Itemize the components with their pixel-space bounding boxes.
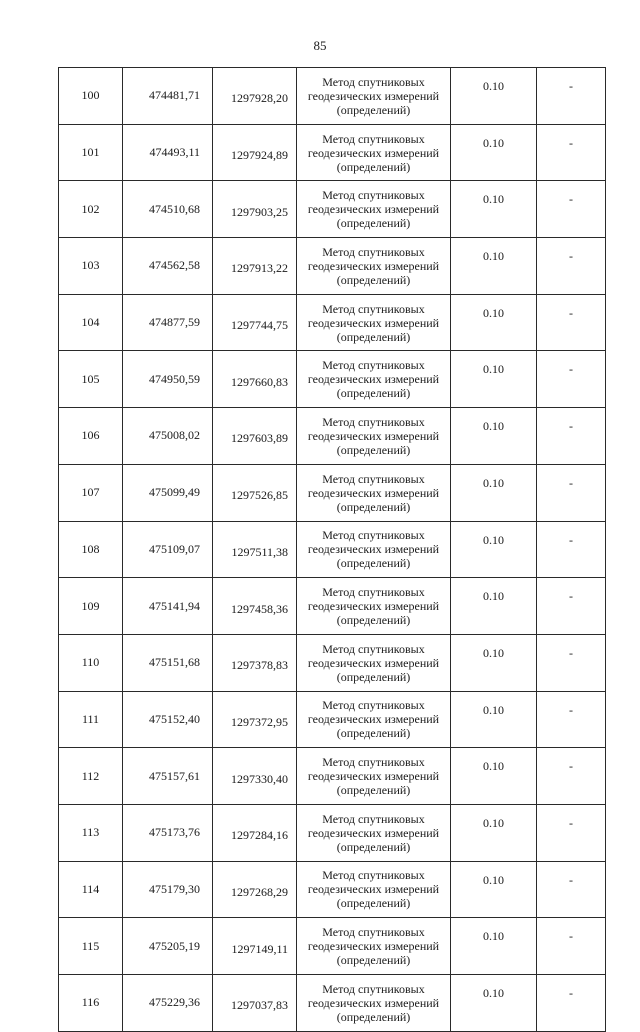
description-cell: - [537,521,606,578]
y-coordinate-cell: 1297928,20 [213,68,297,125]
method-line: Метод спутниковых [322,755,425,770]
method-cell [297,464,451,521]
x-coordinate-cell: 474510,68 [123,181,213,238]
method-line: Метод спутниковых [322,301,425,316]
accuracy-cell: 0.10 [451,238,537,295]
x-coordinate-cell: 474877,59 [123,294,213,351]
method-line: геодезических измерений [307,995,440,1010]
point-number-cell: 115 [59,918,123,975]
y-coordinate-cell: 1297149,11 [213,918,297,975]
coordinates-table [58,67,606,1032]
description-cell: - [537,124,606,181]
point-number-cell: 114 [59,861,123,918]
table-row [59,521,606,578]
method-line: Метод спутниковых [322,414,425,429]
method-line: геодезических измерений [307,939,440,954]
point-number-cell: 108 [59,521,123,578]
method-cell [297,975,451,1032]
y-coordinate-cell: 1297284,16 [213,804,297,861]
method-cell [297,578,451,635]
description-cell: - [537,691,606,748]
method-line: (определений) [336,556,411,571]
table-row [59,351,606,408]
method-line: (определений) [336,669,411,684]
x-coordinate-cell: 475179,30 [123,861,213,918]
table-row [59,124,606,181]
y-coordinate-cell: 1297526,85 [213,464,297,521]
table-row [59,918,606,975]
y-coordinate-cell: 1297744,75 [213,294,297,351]
description-cell: - [537,918,606,975]
method-cell [297,68,451,125]
description-cell: - [537,68,606,125]
method-line: (определений) [336,386,411,401]
table-row [59,748,606,805]
point-number-cell: 102 [59,181,123,238]
method-line: геодезических измерений [307,769,440,784]
accuracy-cell: 0.10 [451,351,537,408]
method-line: геодезических измерений [307,485,440,500]
description-cell: - [537,408,606,465]
description-cell: - [537,294,606,351]
accuracy-cell: 0.10 [451,521,537,578]
method-line: геодезических измерений [307,88,440,103]
table-row [59,975,606,1032]
description-cell: - [537,634,606,691]
method-line: Метод спутниковых [322,358,425,373]
method-cell [297,634,451,691]
table-row [59,68,606,125]
table-row [59,634,606,691]
x-coordinate-cell: 475151,68 [123,634,213,691]
method-line: (определений) [336,783,411,798]
x-coordinate-cell: 475099,49 [123,464,213,521]
page-number: 85 [313,38,327,53]
y-coordinate-cell: 1297372,95 [213,691,297,748]
method-line: геодезических измерений [307,825,440,840]
description-cell: - [537,181,606,238]
method-cell [297,351,451,408]
point-number-cell: 105 [59,351,123,408]
point-number-cell: 112 [59,748,123,805]
accuracy-cell: 0.10 [451,918,537,975]
method-line: Метод спутниковых [322,981,425,996]
method-cell [297,691,451,748]
method-line: геодезических измерений [307,712,440,727]
method-cell [297,521,451,578]
method-line: геодезических измерений [307,145,440,160]
y-coordinate-cell: 1297924,89 [213,124,297,181]
method-line: (определений) [336,442,411,457]
table-row [59,578,606,635]
accuracy-cell: 0.10 [451,691,537,748]
method-line: Метод спутниковых [322,244,425,259]
y-coordinate-cell: 1297378,83 [213,634,297,691]
method-cell [297,181,451,238]
description-cell: - [537,578,606,635]
method-line: Метод спутниковых [322,811,425,826]
method-line: (определений) [336,159,411,174]
method-line: геодезических измерений [307,882,440,897]
description-cell: - [537,464,606,521]
method-cell [297,294,451,351]
description-cell: - [537,748,606,805]
x-coordinate-cell: 474481,71 [123,68,213,125]
method-line: (определений) [336,839,411,854]
method-line: геодезических измерений [307,542,440,557]
y-coordinate-cell: 1297330,40 [213,748,297,805]
point-number-cell: 107 [59,464,123,521]
y-coordinate-cell: 1297603,89 [213,408,297,465]
coordinates-table-body [59,68,606,1032]
y-coordinate-cell: 1297511,38 [213,521,297,578]
x-coordinate-cell: 475205,19 [123,918,213,975]
accuracy-cell: 0.10 [451,634,537,691]
method-line: (определений) [336,896,411,911]
method-line: Метод спутниковых [322,585,425,600]
method-line: Метод спутниковых [322,471,425,486]
x-coordinate-cell: 475141,94 [123,578,213,635]
method-line: (определений) [336,102,411,117]
method-cell [297,861,451,918]
method-cell [297,238,451,295]
accuracy-cell: 0.10 [451,294,537,351]
table-row [59,804,606,861]
y-coordinate-cell: 1297903,25 [213,181,297,238]
method-line: (определений) [336,613,411,628]
description-cell: - [537,975,606,1032]
table-row [59,294,606,351]
method-line: Метод спутниковых [322,131,425,146]
method-line: (определений) [336,499,411,514]
method-line: геодезических измерений [307,372,440,387]
x-coordinate-cell: 474493,11 [123,124,213,181]
accuracy-cell: 0.10 [451,975,537,1032]
method-line: Метод спутниковых [322,188,425,203]
accuracy-cell: 0.10 [451,68,537,125]
method-line: Метод спутниковых [322,528,425,543]
table-row [59,181,606,238]
method-line: геодезических измерений [307,599,440,614]
point-number-cell: 111 [59,691,123,748]
method-line: Метод спутниковых [322,698,425,713]
accuracy-cell: 0.10 [451,861,537,918]
y-coordinate-cell: 1297913,22 [213,238,297,295]
method-line: (определений) [336,272,411,287]
table-row [59,691,606,748]
description-cell: - [537,861,606,918]
method-line: Метод спутниковых [322,74,425,89]
method-line: Метод спутниковых [322,925,425,940]
table-row [59,408,606,465]
method-cell [297,124,451,181]
accuracy-cell: 0.10 [451,408,537,465]
accuracy-cell: 0.10 [451,464,537,521]
y-coordinate-cell: 1297660,83 [213,351,297,408]
method-line: (определений) [336,329,411,344]
x-coordinate-cell: 474950,59 [123,351,213,408]
description-cell: - [537,804,606,861]
accuracy-cell: 0.10 [451,804,537,861]
accuracy-cell: 0.10 [451,181,537,238]
method-cell [297,918,451,975]
description-cell: - [537,351,606,408]
method-line: (определений) [336,216,411,231]
x-coordinate-cell: 475152,40 [123,691,213,748]
point-number-cell: 103 [59,238,123,295]
x-coordinate-cell: 475173,76 [123,804,213,861]
point-number-cell: 106 [59,408,123,465]
method-cell [297,408,451,465]
method-line: Метод спутниковых [322,868,425,883]
point-number-cell: 110 [59,634,123,691]
method-line: геодезических измерений [307,655,440,670]
x-coordinate-cell: 475008,02 [123,408,213,465]
table-row [59,861,606,918]
x-coordinate-cell: 475229,36 [123,975,213,1032]
method-line: (определений) [336,726,411,741]
method-line: геодезических измерений [307,202,440,217]
method-cell [297,804,451,861]
method-line: геодезических измерений [307,315,440,330]
point-number-cell: 100 [59,68,123,125]
accuracy-cell: 0.10 [451,124,537,181]
table-row [59,238,606,295]
y-coordinate-cell: 1297458,36 [213,578,297,635]
method-line: геодезических измерений [307,258,440,273]
accuracy-cell: 0.10 [451,578,537,635]
method-line: Метод спутниковых [322,641,425,656]
x-coordinate-cell: 475157,61 [123,748,213,805]
point-number-cell: 109 [59,578,123,635]
method-line: (определений) [336,1009,411,1024]
y-coordinate-cell: 1297268,29 [213,861,297,918]
point-number-cell: 104 [59,294,123,351]
method-cell [297,748,451,805]
x-coordinate-cell: 475109,07 [123,521,213,578]
point-number-cell: 116 [59,975,123,1032]
x-coordinate-cell: 474562,58 [123,238,213,295]
description-cell: - [537,238,606,295]
point-number-cell: 113 [59,804,123,861]
accuracy-cell: 0.10 [451,748,537,805]
point-number-cell: 101 [59,124,123,181]
method-line: (определений) [336,953,411,968]
y-coordinate-cell: 1297037,83 [213,975,297,1032]
table-row [59,464,606,521]
method-line: геодезических измерений [307,428,440,443]
